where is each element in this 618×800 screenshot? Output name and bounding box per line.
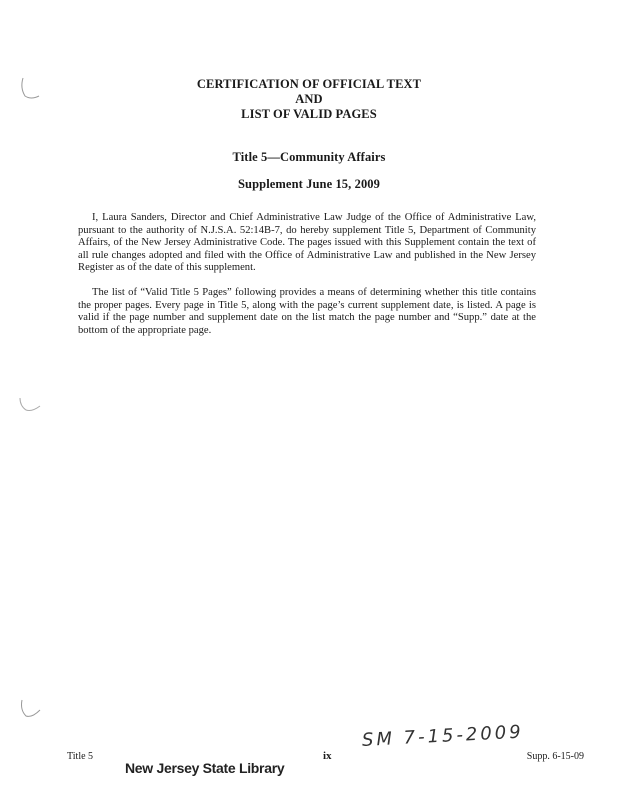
heading-line-3: LIST OF VALID PAGES <box>241 107 377 121</box>
supplement-date-heading: Supplement June 15, 2009 <box>237 177 380 191</box>
footer-page-number: ix <box>323 750 332 762</box>
title-heading: Title 5—Community Affairs <box>232 150 386 164</box>
footer-title: Title 5 <box>67 751 94 762</box>
handwritten-annotation: SM 7-15-2009 <box>361 721 525 751</box>
heading-line-2: AND <box>295 92 323 106</box>
certification-paragraph: I, Laura Sanders, Director and Chief Administrative Law Judge of the Office of Administrative Law, pursuant to the authority of N.J.S.A. 52:14B-7, do hereby supplement Title 5, Department of Community Affairs, of the New Jersey Administrative Code. The pages issued with this Supplement contain the text of all rule changes adopted and filed with the Office of Administrative Law and published in the New Jersey Register as of the date of this supplement. <box>78 212 536 274</box>
footer-supplement-date: Supp. 6-15-09 <box>526 751 584 762</box>
valid-pages-paragraph: The list of “Valid Title 5 Pages” following provides a means of determining whether this title contains the proper pages. Every page in Title 5, along with the page’s current supplement date, is listed. A page is valid if the page number and supplement date on the list match the page number and “Supp.” date at the bottom of the appropriate page. <box>78 287 536 336</box>
punch-hole-mark-bottom <box>14 690 44 730</box>
library-stamp: New Jersey State Library <box>125 760 285 776</box>
punch-hole-mark-middle <box>14 390 44 430</box>
heading-line-1: CERTIFICATION OF OFFICIAL TEXT <box>196 77 422 91</box>
